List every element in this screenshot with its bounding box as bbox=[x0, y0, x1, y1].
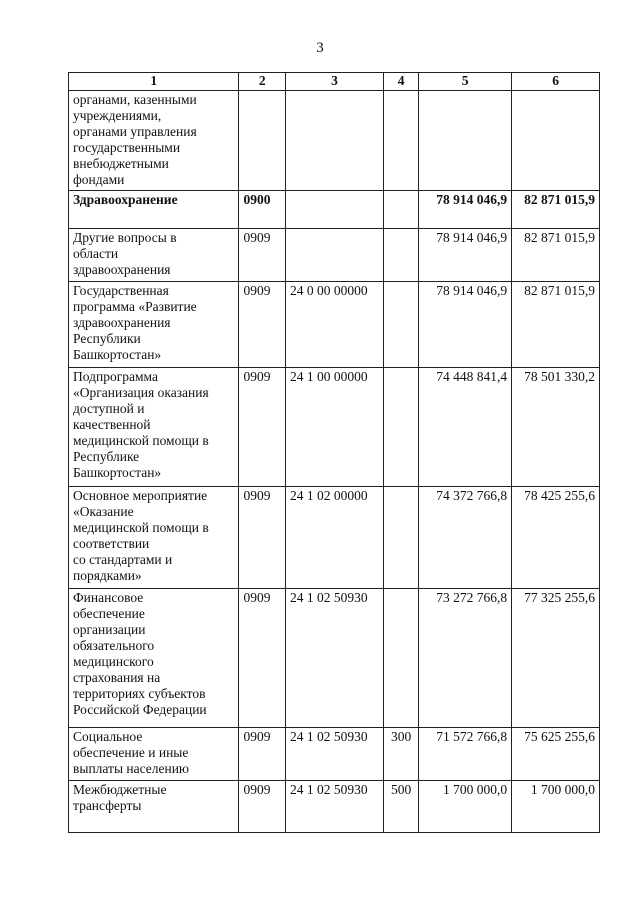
row-amount-year1-cell: 73 272 766,8 bbox=[419, 589, 512, 728]
row-target-code-cell: 24 1 02 50930 bbox=[285, 781, 383, 833]
table-row bbox=[69, 368, 600, 487]
table-row bbox=[69, 229, 600, 282]
row-name-cell: Социальное обеспечение и иные выплаты населению bbox=[69, 728, 239, 781]
row-section-code-cell bbox=[239, 91, 285, 191]
column-header: 4 bbox=[384, 73, 419, 91]
row-amount-year2-cell: 75 625 255,6 bbox=[512, 728, 600, 781]
row-section-code-cell: 0909 bbox=[239, 229, 285, 282]
column-header: 6 bbox=[512, 73, 600, 91]
row-amount-year1-cell: 74 448 841,4 bbox=[419, 368, 512, 487]
row-target-code-cell: 24 1 02 50930 bbox=[285, 589, 383, 728]
table-row bbox=[69, 589, 600, 728]
row-amount-year1-cell: 1 700 000,0 bbox=[419, 781, 512, 833]
row-expense-type-cell: 300 bbox=[384, 728, 419, 781]
row-target-code-cell: 24 1 02 00000 bbox=[285, 487, 383, 589]
row-name-cell: Подпрограмма «Организация оказания доступной и качественной медицинской помощи в Республике Башкортостан» bbox=[69, 368, 239, 487]
row-section-code-cell: 0909 bbox=[239, 368, 285, 487]
table-header-row bbox=[69, 73, 600, 91]
row-amount-year2-cell: 82 871 015,9 bbox=[512, 191, 600, 229]
row-amount-year1-cell bbox=[419, 91, 512, 191]
row-amount-year1-cell: 78 914 046,9 bbox=[419, 229, 512, 282]
row-name-cell: Другие вопросы в области здравоохранения bbox=[69, 229, 239, 282]
row-amount-year1-cell: 74 372 766,8 bbox=[419, 487, 512, 589]
row-name-cell: Основное мероприятие «Оказание медицинской помощи в соответствии со стандартами и порядками» bbox=[69, 487, 239, 589]
column-header: 5 bbox=[419, 73, 512, 91]
row-name-cell: Государственная программа «Развитие здравоохранения Республики Башкортостан» bbox=[69, 282, 239, 368]
row-target-code-cell: 24 1 00 00000 bbox=[285, 368, 383, 487]
row-expense-type-cell bbox=[384, 368, 419, 487]
row-name-cell: Межбюджетные трансферты bbox=[69, 781, 239, 833]
table-row bbox=[69, 728, 600, 781]
table-row bbox=[69, 781, 600, 833]
row-section-code-cell: 0909 bbox=[239, 728, 285, 781]
row-expense-type-cell bbox=[384, 589, 419, 728]
row-amount-year2-cell: 78 501 330,2 bbox=[512, 368, 600, 487]
row-name-cell: Финансовое обеспечение организации обязательного медицинского страхования на территориях субъектов Российской Федерации bbox=[69, 589, 239, 728]
row-target-code-cell: 24 0 00 00000 bbox=[285, 282, 383, 368]
row-target-code-cell bbox=[285, 191, 383, 229]
table-row bbox=[69, 282, 600, 368]
row-section-code-cell: 0909 bbox=[239, 487, 285, 589]
column-header: 1 bbox=[69, 73, 239, 91]
row-expense-type-cell bbox=[384, 487, 419, 589]
row-amount-year2-cell bbox=[512, 91, 600, 191]
row-amount-year1-cell: 78 914 046,9 bbox=[419, 282, 512, 368]
table-body bbox=[69, 91, 600, 833]
row-expense-type-cell bbox=[384, 229, 419, 282]
table-row bbox=[69, 191, 600, 229]
column-header: 3 bbox=[285, 73, 383, 91]
column-header: 2 bbox=[239, 73, 285, 91]
row-expense-type-cell bbox=[384, 91, 419, 191]
page-number: 3 bbox=[316, 40, 324, 56]
table-row bbox=[69, 91, 600, 191]
row-amount-year2-cell: 77 325 255,6 bbox=[512, 589, 600, 728]
row-expense-type-cell bbox=[384, 191, 419, 229]
row-name-cell: органами, казенными учреждениями, органами управления государственными внебюджетными фондами bbox=[69, 91, 239, 191]
row-target-code-cell: 24 1 02 50930 bbox=[285, 728, 383, 781]
row-section-code-cell: 0909 bbox=[239, 781, 285, 833]
row-amount-year2-cell: 82 871 015,9 bbox=[512, 229, 600, 282]
row-section-code-cell: 0909 bbox=[239, 282, 285, 368]
table-row bbox=[69, 487, 600, 589]
row-section-code-cell: 0900 bbox=[239, 191, 285, 229]
row-target-code-cell bbox=[285, 91, 383, 191]
row-expense-type-cell bbox=[384, 282, 419, 368]
row-amount-year2-cell: 78 425 255,6 bbox=[512, 487, 600, 589]
row-name-cell: Здравоохранение bbox=[69, 191, 239, 229]
row-amount-year2-cell: 82 871 015,9 bbox=[512, 282, 600, 368]
row-section-code-cell: 0909 bbox=[239, 589, 285, 728]
row-amount-year2-cell: 1 700 000,0 bbox=[512, 781, 600, 833]
row-target-code-cell bbox=[285, 229, 383, 282]
row-expense-type-cell: 500 bbox=[384, 781, 419, 833]
row-amount-year1-cell: 78 914 046,9 bbox=[419, 191, 512, 229]
budget-table bbox=[68, 72, 600, 833]
row-amount-year1-cell: 71 572 766,8 bbox=[419, 728, 512, 781]
